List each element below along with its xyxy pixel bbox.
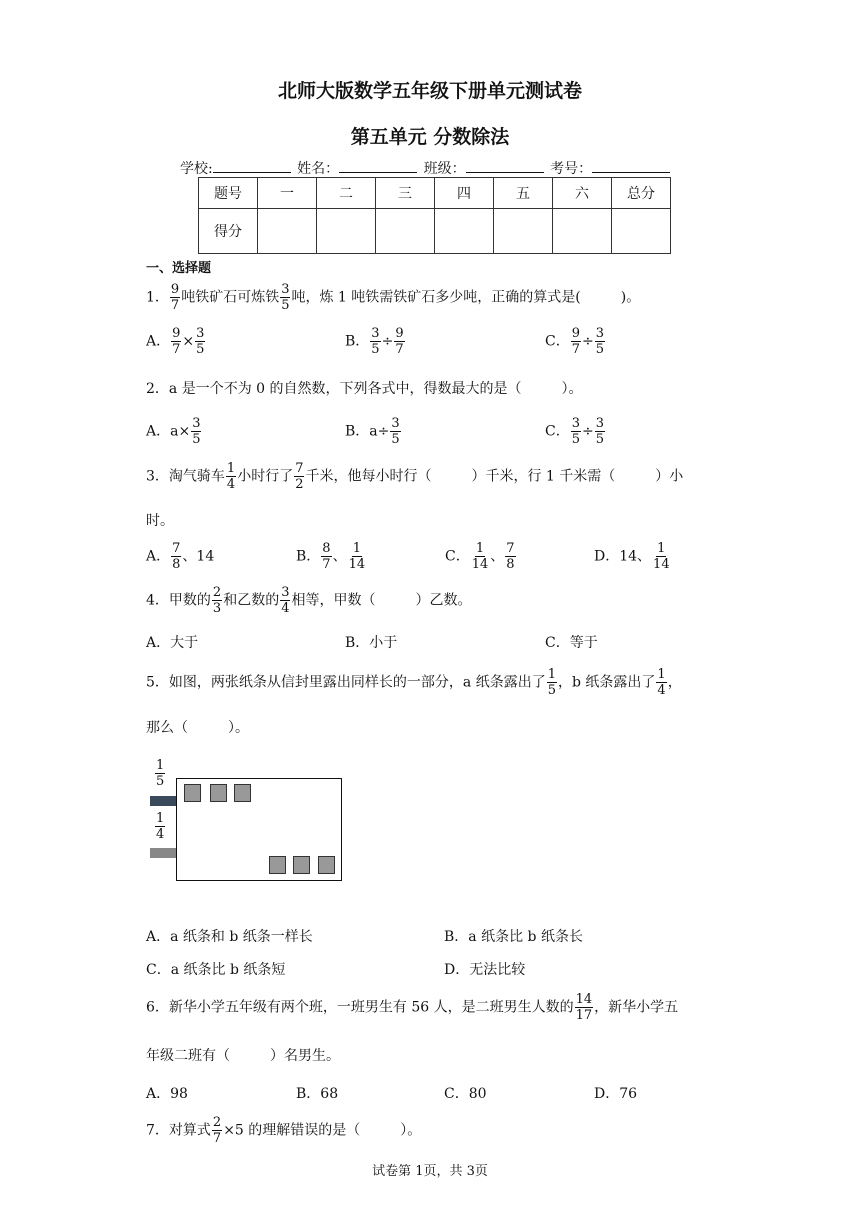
option-2b[interactable]: B．a÷ $\frac{3}{5}$ xyxy=(345,416,400,447)
stamp-icon xyxy=(318,856,335,874)
question-text: 吨，炼 1 吨铁需铁矿石多少吨，正确的算式是( xyxy=(291,289,581,306)
page-title: 北师大版数学五年级下册单元测试卷 xyxy=(277,80,582,102)
question-3-cont: 时。 xyxy=(146,513,174,529)
question-2: 2．a 是一个不为 0 的自然数，下列各式中，得数最大的是（ ）。 xyxy=(146,381,583,397)
score-header-cell: 总分 xyxy=(612,178,671,209)
score-header-cell: 题号 xyxy=(199,178,258,209)
strip-b-fraction: $\frac{1}{4}$ xyxy=(156,811,165,842)
score-header-cell: 六 xyxy=(553,178,612,209)
question-5-cont: 那么（ ）。 xyxy=(146,720,249,736)
strip-b xyxy=(150,848,176,858)
score-table xyxy=(198,177,671,254)
score-header-cell: 四 xyxy=(435,178,494,209)
score-row-label: 得分 xyxy=(199,209,258,254)
option-4c[interactable]: C．等于 xyxy=(545,635,598,651)
option-3d[interactable]: D．14、 $\frac{1}{14}$ xyxy=(594,541,670,572)
score-header-cell: 五 xyxy=(494,178,553,209)
strip-a xyxy=(150,796,176,806)
question-3: 3．淘气骑车 $\frac{1}{4}$ 小时行了 $\frac{7}{2}$ 千米，他每小时行（ ）千米，行 1 千米需（ ）小 xyxy=(146,461,684,492)
option-5b[interactable]: B．a 纸条比 b 纸条长 xyxy=(444,929,583,945)
stamp-icon xyxy=(210,784,227,802)
strip-a-fraction: $\frac{1}{5}$ xyxy=(156,758,165,789)
envelope xyxy=(176,778,342,881)
option-1b[interactable]: B． $\frac{3}{5}$ ÷ $\frac{9}{7}$ xyxy=(345,326,404,357)
fraction: $\frac{9}{7}$ xyxy=(170,282,180,313)
question-number: 1． xyxy=(146,289,169,306)
stamp-icon xyxy=(293,856,310,874)
question-7: 7．对算式 $\frac{2}{7}$ ×5 的理解错误的是（ ）。 xyxy=(146,1115,422,1146)
option-1c[interactable]: C． $\frac{9}{7}$ ÷ $\frac{3}{5}$ xyxy=(545,326,605,357)
question-4: 4．甲数的 $\frac{2}{3}$ 和乙数的 $\frac{3}{4}$ 相等，甲数（ ）乙数。 xyxy=(146,585,472,616)
name-label: 姓名： xyxy=(297,161,340,177)
question-5: 5．如图，两张纸条从信封里露出同样长的一部分，a 纸条露出了 $\frac{1}{5}$ ，b 纸条露出了 $\frac{1}{4}$ ， xyxy=(146,667,682,698)
option-3b[interactable]: B． $\frac{8}{7}$ 、 $\frac{1}{14}$ xyxy=(296,541,366,572)
score-header-cell: 三 xyxy=(376,178,435,209)
section-heading: 一、选择题 xyxy=(146,261,212,276)
name-field[interactable] xyxy=(339,172,417,173)
question-6: 6．新华小学五年级有两个班，一班男生有 56 人，是二班男生人数的 $\frac{14}{17}$ ，新华小学五 xyxy=(146,992,679,1023)
score-cell[interactable] xyxy=(612,209,671,254)
class-field[interactable] xyxy=(466,172,544,173)
question-text: 吨铁矿石可炼铁 xyxy=(181,289,280,306)
option-4b[interactable]: B．小于 xyxy=(345,635,398,651)
stamp-icon xyxy=(234,784,251,802)
option-6a[interactable]: A．98 xyxy=(146,1086,188,1102)
score-cell[interactable] xyxy=(435,209,494,254)
stamp-icon xyxy=(269,856,286,874)
option-5a[interactable]: A．a 纸条和 b 纸条一样长 xyxy=(146,929,313,945)
question-text: )。 xyxy=(620,289,641,306)
score-cell[interactable] xyxy=(317,209,376,254)
score-cell[interactable] xyxy=(258,209,317,254)
score-header-cell: 一 xyxy=(258,178,317,209)
option-6d[interactable]: D．76 xyxy=(594,1086,638,1102)
page-subtitle: 第五单元 分数除法 xyxy=(350,126,510,148)
option-2a[interactable]: A．a× $\frac{3}{5}$ xyxy=(146,416,201,447)
page-footer: 试卷第 1页，共 3页 xyxy=(372,1164,488,1179)
stamp-icon xyxy=(184,784,201,802)
score-cell[interactable] xyxy=(376,209,435,254)
envelope-figure xyxy=(150,758,350,888)
option-3c[interactable]: C． $\frac{1}{14}$ 、 $\frac{7}{8}$ xyxy=(445,541,515,572)
option-5c[interactable]: C．a 纸条比 b 纸条短 xyxy=(146,962,286,978)
question-1 xyxy=(146,282,640,313)
exam-number-field[interactable] xyxy=(592,172,670,173)
fraction: $\frac{3}{5}$ xyxy=(281,282,290,313)
option-5d[interactable]: D．无法比较 xyxy=(444,962,526,978)
score-cell[interactable] xyxy=(494,209,553,254)
option-4a[interactable]: A．大于 xyxy=(146,635,199,651)
exam-number-label: 考号： xyxy=(550,161,593,177)
option-6c[interactable]: C．80 xyxy=(444,1086,487,1102)
school-field[interactable] xyxy=(213,172,291,173)
class-label: 班级： xyxy=(423,161,466,177)
option-6b[interactable]: B．68 xyxy=(296,1086,339,1102)
option-3a[interactable]: A． $\frac{7}{8}$ 、14 xyxy=(146,541,215,572)
option-1a[interactable]: A． $\frac{9}{7}$ × $\frac{3}{5}$ xyxy=(146,326,205,357)
option-2c[interactable]: C． $\frac{3}{5}$ ÷ $\frac{3}{5}$ xyxy=(545,416,605,447)
score-header-cell: 二 xyxy=(317,178,376,209)
school-label: 学校: xyxy=(180,161,213,177)
student-info-row xyxy=(180,158,672,178)
score-cell[interactable] xyxy=(553,209,612,254)
question-6-cont: 年级二班有（ ）名男生。 xyxy=(146,1048,340,1064)
